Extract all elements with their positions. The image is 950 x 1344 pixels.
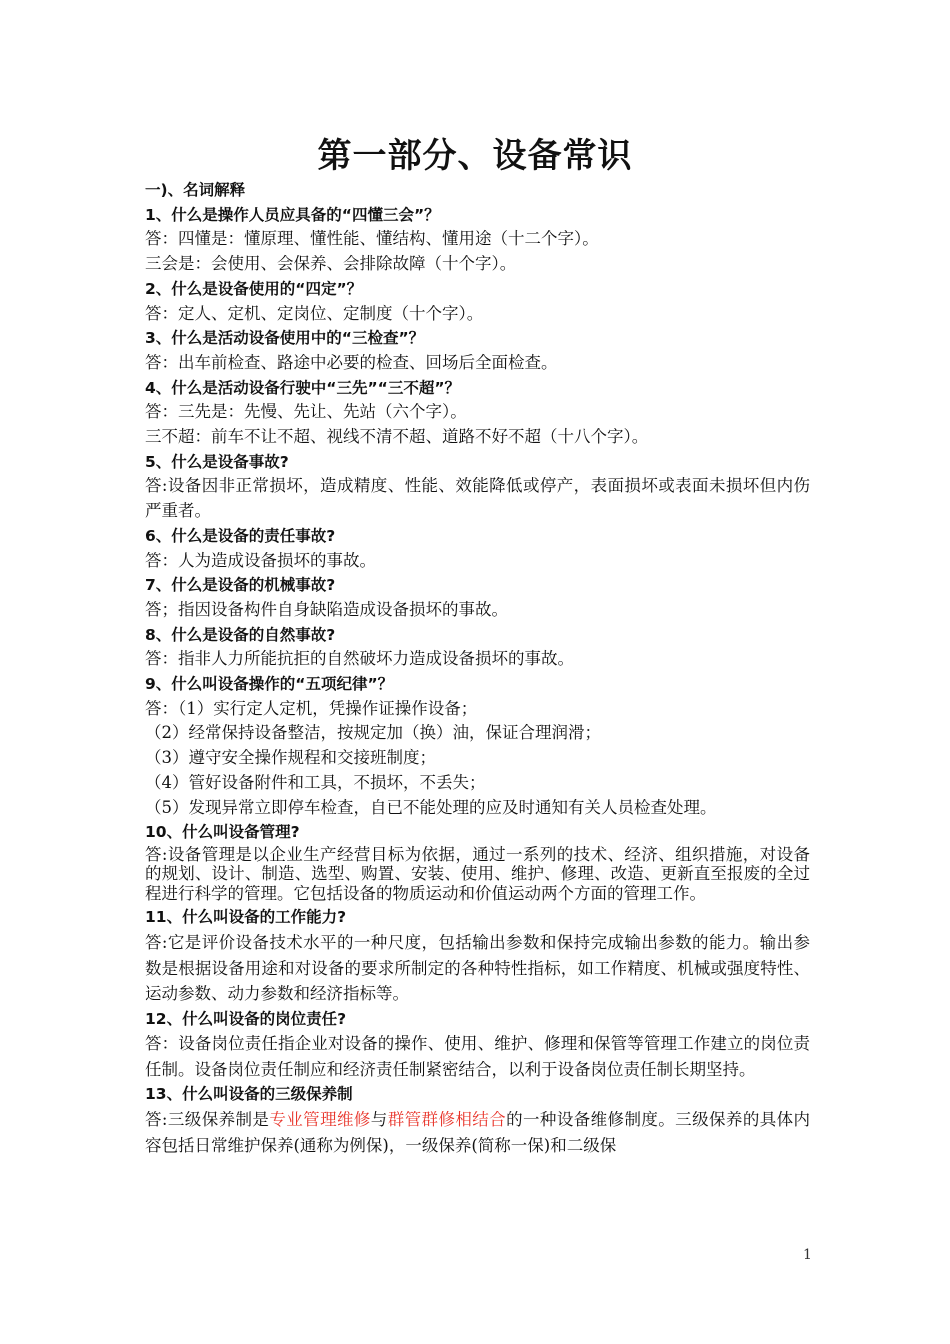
answer-13-highlight-1: 专业管理维修	[269, 1110, 371, 1130]
answer-11: 答:它是评价设备技术水平的一种尺度，包括输出参数和保持完成输出参数的能力。输出参数是根据设备用途和对设备的要求所制定的各种特性指标，如工作精度、机械或强度特性、运动参数、动力参数和经济指标等。	[145, 933, 810, 1004]
answer-4-line-2: 三不超：前车不让不超、视线不清不超、道路不好不超（十八个字）。	[145, 427, 649, 447]
answer-9-item-5: （5）发现异常立即停车检查，自已不能处理的应及时通知有关人员检查处理。	[145, 797, 717, 817]
question-4: 4、什么是活动设备行驶中“三先”“三不超”？	[145, 378, 461, 397]
question-10: 10、什么叫设备管理?	[145, 823, 300, 842]
answer-10: 答:设备管理是以企业生产经营目标为依据，通过一系列的技术、经济、组织措施，对设备的规划、设计、制造、选型、购置、安装、使用、维护、修理、改造、更新直至报废的全过程进行科学的管理。它包括设备的物质运动和价值运动两个方面的管理工作。	[145, 844, 810, 903]
answer-4-line-1: 答：三先是：先慢、先让、先站（六个字）。	[145, 402, 467, 422]
question-6: 6、什么是设备的责任事故?	[145, 526, 336, 545]
answer-9-item-2: （2）经常保持设备整洁，按规定加（换）油，保证合理润滑；	[145, 723, 601, 743]
question-8: 8、什么是设备的自然事故?	[145, 625, 336, 644]
answer-1-line-1: 答：四懂是：懂原理、懂性能、懂结构、懂用途（十二个字）。	[145, 229, 599, 249]
question-5: 5、什么是设备事故?	[145, 452, 289, 471]
section-heading: 一)、名词解释	[145, 181, 246, 199]
answer-13-text-2: 与	[370, 1110, 388, 1130]
answer-13	[145, 1107, 810, 1158]
answer-8: 答：指非人力所能抗拒的自然破坏力造成设备损坏的事故。	[145, 649, 574, 669]
question-11: 11、什么叫设备的工作能力?	[145, 908, 347, 927]
answer-3: 答：出车前检查、路途中必要的检查、回场后全面检查。	[145, 352, 558, 372]
answer-9-item-3: （3）遵守安全操作规程和交接班制度；	[145, 748, 436, 768]
answer-6: 答：人为造成设备损坏的事故。	[145, 550, 376, 570]
question-9: 9、什么叫设备操作的“五项纪律”？	[145, 675, 394, 694]
answer-9-item-4: （4）管好设备附件和工具，不损坏，不丢失；	[145, 772, 486, 792]
answer-1-line-2: 三会是：会使用、会保养、会排除故障（十个字）。	[145, 254, 517, 274]
page-number: 1	[803, 1247, 812, 1263]
answer-13-highlight-2: 群管群修相结合	[387, 1110, 507, 1130]
question-12: 12、什么叫设备的岗位责任?	[145, 1009, 347, 1028]
answer-2: 答：定人、定机、定岗位、定制度（十个字）。	[145, 303, 484, 323]
question-2: 2、什么是设备使用的“四定”？	[145, 279, 363, 298]
document-body	[145, 178, 810, 1158]
answer-5: 答:设备因非正常损坏，造成精度、性能、效能降低或停产，表面损坏或表面未损坏但内伤严重者。	[145, 476, 810, 521]
answer-12: 答：设备岗位责任指企业对设备的操作、使用、维护、修理和保管等管理工作建立的岗位责任制。设备岗位责任制应和经济责任制紧密结合，以利于设备岗位责任制长期坚持。	[145, 1034, 810, 1079]
answer-9-item-1: 答：（1）实行定人定机，凭操作证操作设备；	[145, 698, 478, 718]
question-7: 7、什么是设备的机械事故?	[145, 576, 336, 595]
answer-13-text-3: 的一种设备维修制度。三级保养的具体内容包括日常维护保养(通称为例保)，一级保养(简称一保)和二级保	[145, 1110, 811, 1155]
page-title: 第一部分、设备常识	[317, 136, 633, 176]
answer-13-text-1: 答:三级保养制是	[145, 1110, 270, 1130]
question-13: 13、什么叫设备的三级保养制	[145, 1085, 353, 1104]
question-1: 1、什么是操作人员应具备的“四懂三会”？	[145, 205, 440, 224]
answer-7: 答；指因设备构件自身缺陷造成设备损坏的事故。	[145, 599, 508, 619]
question-3: 3、什么是活动设备使用中的“三检查”？	[145, 329, 425, 348]
